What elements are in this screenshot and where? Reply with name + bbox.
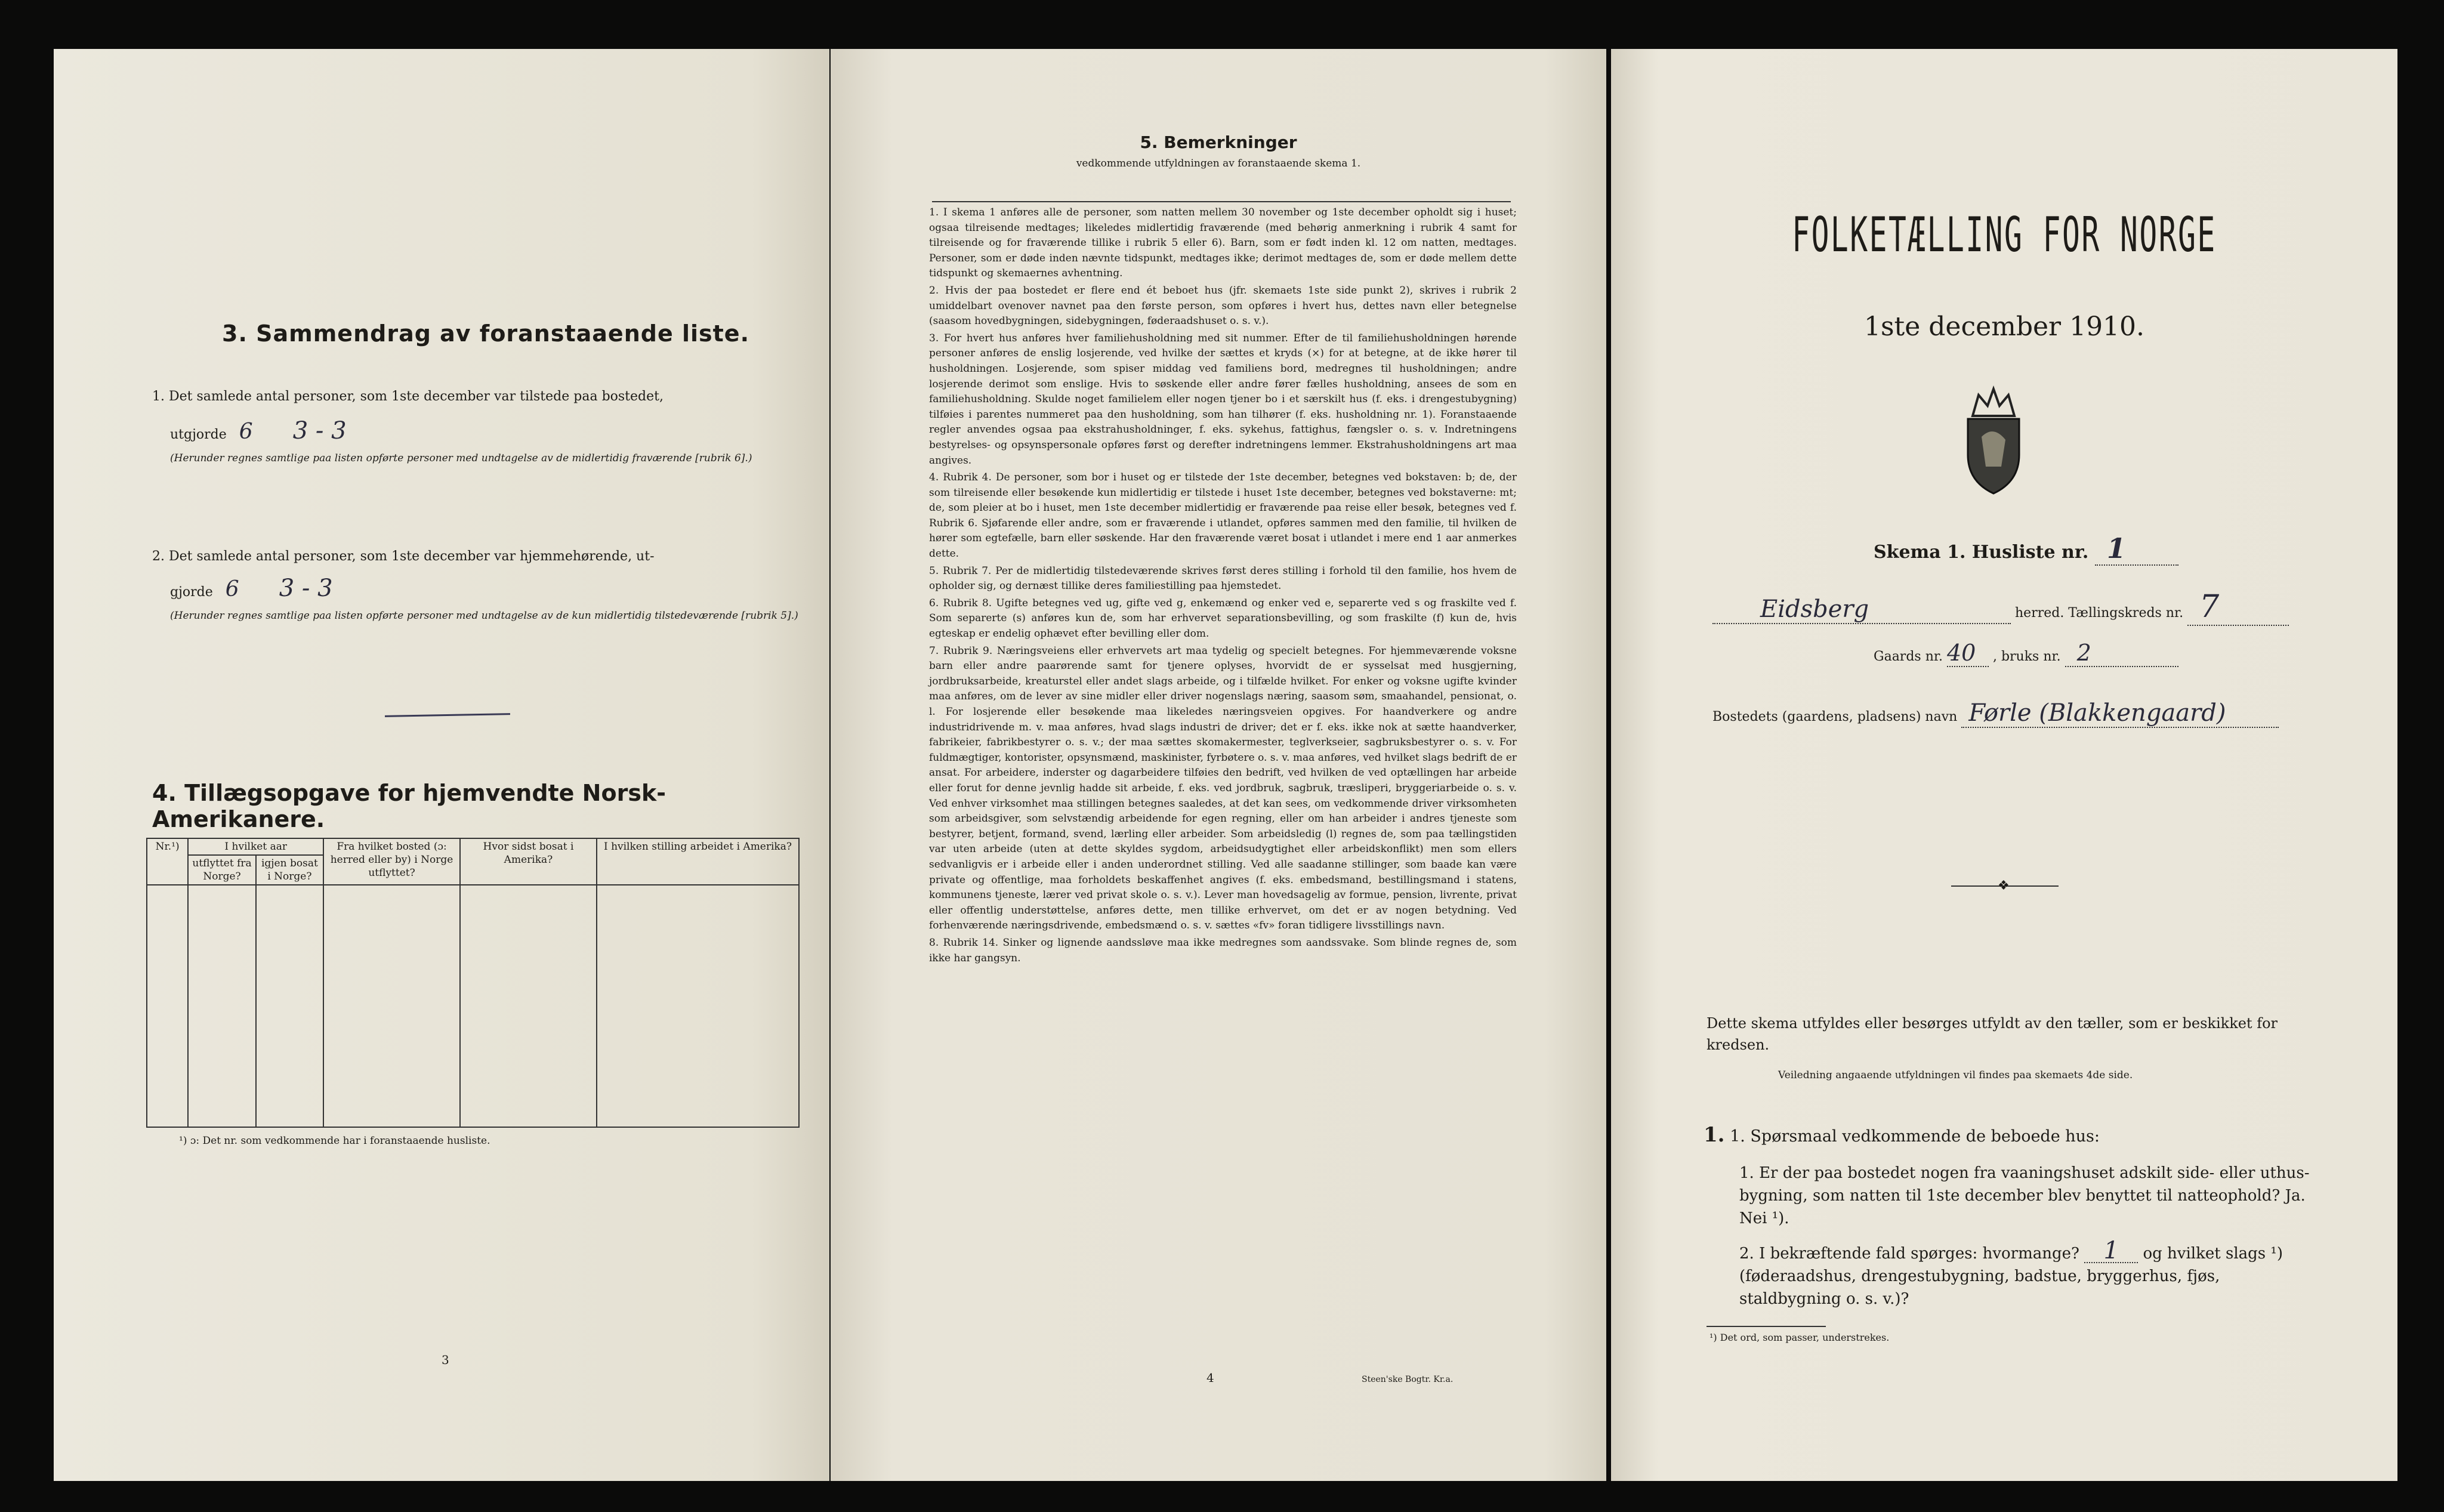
printer-mark: Steen'ske Bogtr. Kr.a. [1362, 1375, 1454, 1384]
bosted-label: Bostedets (gaardens, pladsens) navn [1712, 709, 1958, 724]
col-igjen-bosat: igjen bosat i Norge? [256, 855, 323, 885]
summary-item-1-text: 1. Det samlede antal personer, som 1ste december var tilstede paa bostedet, [152, 389, 664, 404]
left-page [54, 49, 829, 1481]
remark-item-1: 1. I skema 1 anføres alle de personer, som natten mellem 30 november og 1ste december opholdt sig i huset; ogsaa tilreisende medtages; likeledes midlertidig fraværende (med behørig anmerkning i rubrik 4 samt for tilreisende og for fraværende tillike i rubrik 5 eller 6). Barn, som er født inden kl. 12 om natten, medtages. Personer, som er døde inden nævnte tidspunkt, medtages ikke; derimot medtages de, som er døde mellem dette tidspunkt og skemaernes avhentning. [929, 206, 1517, 280]
question-1-2-count-handwritten: 1 [2084, 1239, 2138, 1263]
question-1-title-text: 1. Spørsmaal vedkommende de beboede hus: [1730, 1127, 2100, 1146]
summary-item-1-note: (Herunder regnes samtlige paa listen opførte personer med undtagelse av de midlertidig fraværende [rubrik 6].) [170, 452, 752, 464]
skema-label: Skema 1. Husliste nr. [1874, 542, 2089, 563]
section-3-title: 3. Sammendrag av foranstaaende liste. [222, 320, 750, 347]
remark-item-7: 7. Rubrik 9. Næringsveiens eller erhvervets art maa tydelig og specielt betegnes. For hjemmeværende voksne barn eller andre paarørende samt for tjenere oplyses, hvorvidt de er sysselsat med husgjerning, jordbruksarbeide, kreaturstel eller andet slags arbeide, og i tilfælde hvilket. For enker og voksne ugifte kvinder maa anføres, om de lever av sine midler eller driver nogenslags næring, saasom søm, smaahandel, pensionat, o. l. For losjerende eller besøkende maa likeledes næringsveien opgives. For haandverkere og andre industridrivende m. v. maa anføres, hvad slags industri de driver; det er f. eks. ikke nok at sætte haandverker, fabrikeier, fabrikbestyrer o. s. v.; der maa sættes skomakermester, teglverkseier, sagbruksbestyrer o. s. v. For fuldmægtiger, kontorister, opsynsmænd, maskinister, fyrbøtere o. s. v. maa anføres, ved hvilket slags bedrift de er ansat. For arbeidere, inderster og dagarbeidere tilføies den bedrift, ved hvilken de ved optællingen har arbeide eller forut for denne jevnlig hadde sit arbeide, f. eks. ved jordbruk, sagbruk, træsliperi, bryggeriarbeide o. s. v. Ved enhver virksomhet maa stillingen betegnes saaledes, at det kan sees, om vedkommende driver virksomheten som arbeidsgiver, som selvstændig arbeidende for egen regning, eller om han arbeider i andres tjeneste som bestyrer, betjent, formand, svend, lærling eller arbeider. Som arbeidsledig (l) regnes de, som paa tællingstiden var uten arbeide (uten at dette skyldes sygdom, arbeidsudygtighet eller arbeidskonflikt) men som ellers sedvanligvis er i arbeide eller i anden underordnet stilling. Ved alle saadanne stillinger, som baade kan være private og offentlige, maa forholdets beskaffenhet angives (f. eks. embedsmand, bestillingsmand i statens, kommunens tjeneste, lærer ved privat skole o. s. v.). Lever man hovedsagelig av formue, pension, livrente, privat eller offentlig understøttelse, anføres dette, men tillike erhvervet, om det er av nogen betydning. Ved forhenværende næringsdrivende, embedsmænd o. s. v. sættes «fv» foran tidligere livsstillings navn. [929, 644, 1517, 932]
summary-item-1 [152, 389, 809, 466]
summary-item-2-lead: gjorde [170, 585, 213, 600]
bosted-line [1712, 699, 2279, 728]
summary-item-2-text: 2. Det samlede antal personer, som 1ste december var hjemmehørende, ut- [152, 549, 655, 564]
table-cell [460, 885, 597, 1127]
table-cell [256, 885, 323, 1127]
herred-label: herred. Tællingskreds nr. [2015, 606, 2184, 621]
summary-item-2 [152, 549, 809, 624]
col-utflyttet: utflyttet fra Norge? [188, 855, 255, 885]
summary-item-1-split-handwritten: 3 - 3 [292, 417, 347, 445]
remark-item-2: 2. Hvis der paa bostedet er flere end ét beboet hus (jfr. skemaets 1ste side punkt 2), skrives i rubrik 2 umiddelbart ovenover navnet paa den første person, som opføres i hvert hus, dettes navn eller betegnelse (saasom hovedbygningen, sidebygningen, føderaadshuset o. s. v.). [929, 284, 1517, 328]
table-cell [323, 885, 460, 1127]
remarks-title: 5. Bemerkninger [1140, 132, 1297, 152]
census-date: 1ste december 1910. [1863, 311, 2145, 342]
col-nr: Nr.¹) [147, 838, 188, 885]
page-number-4: 4 [1206, 1371, 1214, 1385]
remark-item-6: 6. Rubrik 8. Ugifte betegnes ved ug, gifte ved g, enkemænd og enker ved e, separerte ved s og fraskilte ved f. Som separerte (s) anføres kun de, som har erhvervet separationsbevilling, og som fraskilte (f) kun de, hvis egteskap er endelig ophævet efter bevilling eller dom. [929, 597, 1517, 640]
info-text: Dette skema utfyldes eller besørges utfyldt av den tæller, som er beskikket for kredsen. [1707, 1015, 2278, 1053]
coat-of-arms-icon [1961, 383, 2026, 496]
question-1-2-rest: og hvilket slags ¹) (føderaadshus, drengestubygning, badstue, bryggerhus, fjøs, staldbygning o. s. v.)? [1739, 1245, 2283, 1308]
right-footnote: ¹) Det ord, som passer, understrekes. [1709, 1332, 1890, 1343]
skema-line [1874, 532, 2178, 566]
gaards-label: Gaards nr. [1874, 649, 1943, 664]
table-row [147, 885, 799, 1127]
kreds-number-handwritten: 7 [2187, 589, 2289, 626]
remarks-subtitle: vedkommende utfyldningen av foranstaaende skema 1. [1076, 158, 1361, 169]
handwritten-line [385, 713, 510, 717]
table-cell [147, 885, 188, 1127]
col-fra-hvilket-bosted: Fra hvilket bosted (ɔ: herred eller by) i Norge utflyttet? [323, 838, 460, 885]
ornament-glyph: ❖ [1998, 878, 2010, 893]
right-page [1611, 49, 2397, 1481]
question-1-title [1704, 1123, 2100, 1147]
husliste-number-handwritten: 1 [2095, 532, 2178, 566]
remarks-list [929, 205, 1517, 968]
info-small: Veiledning angaaende utfyldningen vil findes paa skemaets 4de side. [1778, 1069, 2133, 1081]
footnote-divider [1707, 1326, 1826, 1327]
table-footnote: ¹) ɔ: Det nr. som vedkommende har i foranstaaende husliste. [179, 1135, 490, 1147]
question-1-2 [1739, 1239, 2318, 1310]
col-i-hvilket-aar: I hvilket aar [188, 838, 323, 855]
bruks-number-handwritten: 2 [2065, 640, 2178, 667]
census-title: FOLKETÆLLING FOR NORGE [1792, 207, 2217, 263]
page-number-3: 3 [442, 1353, 449, 1367]
summary-item-1-total-handwritten: 6 [239, 419, 253, 444]
col-sidst-bosat: Hvor sidst bosat i Amerika? [460, 838, 597, 885]
table-cell [188, 885, 255, 1127]
bruks-label: , bruks nr. [1992, 649, 2061, 664]
summary-item-2-split-handwritten: 3 - 3 [279, 575, 333, 602]
question-1-number: 1. [1704, 1123, 1725, 1147]
section-4-title: 4. Tillægsopgave for hjemvendte Norsk-Amerikanere. [152, 780, 666, 832]
herred-handwritten: Eidsberg [1712, 595, 2011, 624]
table-cell [597, 885, 799, 1127]
summary-item-1-lead: utgjorde [170, 427, 227, 442]
gaards-line [1874, 640, 2178, 667]
bosted-name-handwritten: Førle (Blakkengaard) [1961, 699, 2279, 728]
question-1-2-lead: 2. I bekræftende fald spørges: hvormange? [1739, 1245, 2079, 1263]
summary-item-2-total-handwritten: 6 [225, 577, 239, 601]
middle-page [831, 49, 1606, 1481]
summary-item-2-note: (Herunder regnes samtlige paa listen opførte personer med undtagelse av de kun midlertidig tilstedeværende [rubrik 5].) [170, 610, 798, 622]
question-1-1: 1. Er der paa bostedet nogen fra vaaningshuset adskilt side- eller uthus-bygning, som natten til 1ste december blev benyttet til natteophold? Ja. Nei ¹). [1739, 1164, 2310, 1227]
norsk-amerikanere-table [146, 838, 800, 1128]
gaards-number-handwritten: 40 [1947, 640, 1989, 667]
remark-item-5: 5. Rubrik 7. Per de midlertidig tilstedeværende skrives først deres stilling i forhold til den familie, hos hvem de opholder sig, og dernæst tillike deres familiestilling paa hjemstedet. [929, 564, 1517, 593]
remark-item-3: 3. For hvert hus anføres hver familiehusholdning med sit nummer. Efter de til familiehusholdningen hørende personer anføres de enslig losjerende, ved hvilke der sættes et kryds (×) for at betegne, at de ikke hører til husholdningen. Losjerende, som spiser middag ved familiens bord, medregnes til husholdningen; andre losjerende derimot som enslige. Hvis to søskende eller andre fører fælles husholdning, ansees de som en familiehusholdning. Skulde noget familielem eller nogen tjener bo i et særskilt hus (f. eks. i drengestubygning) tilføies i parentes nummeret paa den husholdning, som han tilhører (f. eks. husholdning nr. 1). Foranstaaende regler anvendes ogsaa paa ekstrahusholdninger, f. eks. sykehus, fattighus, fængsler o. s. v. Indretningens bestyrelses- og opsynspersonale opføres først og derefter indretningens lemmer. Ekstrahusholdningens art maa angives. [929, 332, 1517, 467]
herred-line [1712, 589, 2289, 626]
col-stilling: I hvilken stilling arbeidet i Amerika? [597, 838, 799, 885]
remark-item-4: 4. Rubrik 4. De personer, som bor i huset og er tilstede der 1ste december, betegnes ved bokstaven: b; de, der som tilreisende eller besøkende kun midlertidig er tilstede i huset 1ste december, betegnes ved bokstaverne: mt; de, som pleier at bo i huset, men 1ste december midlertidig er fraværende paa reise eller besøk, betegnes ved f. Rubrik 6. Sjøfarende eller andre, som er fraværende i utlandet, opføres sammen med den familie, til hvilken de hører som egtefælle, barn eller søskende. Har den fraværende været bosat i utlandet i mere end 1 aar anmerkes dette. [929, 471, 1517, 560]
remarks-divider [932, 201, 1511, 202]
remark-item-8: 8. Rubrik 14. Sinker og lignende aandssløve maa ikke medregnes som aandssvake. Som blinde regnes de, som ikke har gangsyn. [929, 936, 1517, 964]
